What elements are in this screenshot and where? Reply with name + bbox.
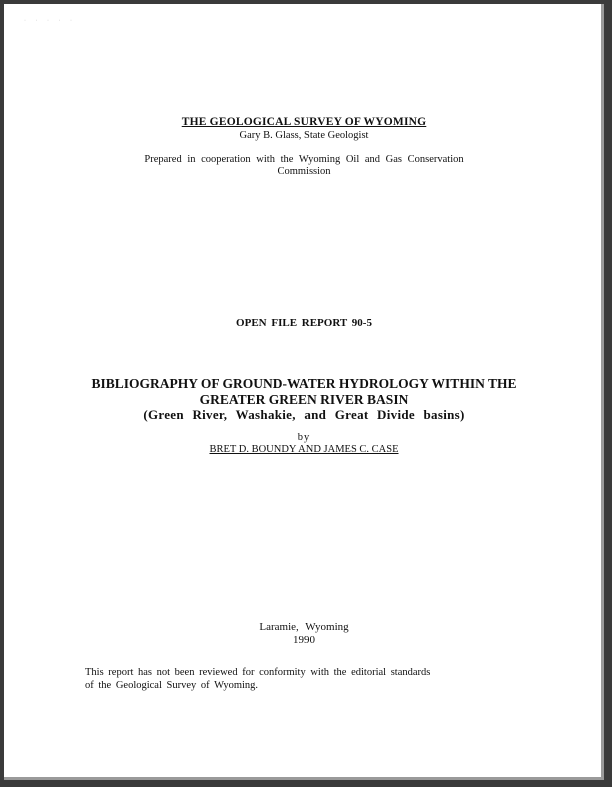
cooperation-line-1: Prepared in cooperation with the Wyoming Oil and Gas Conservation <box>144 154 464 165</box>
state-geologist: Gary B. Glass, State Geologist <box>239 130 369 141</box>
organization-title: THE GEOLOGICAL SURVEY OF WYOMING <box>181 116 427 128</box>
authors: BRET D. BOUNDY AND JAMES C. CASE <box>209 444 399 455</box>
document-title-line-2: GREATER GREEN RIVER BASIN <box>199 392 409 407</box>
publication-city: Laramie, Wyoming <box>259 621 349 633</box>
cooperation-line-2: Commission <box>277 166 331 177</box>
publication-year: 1990 <box>293 634 315 646</box>
disclaimer-line-2: of the Geological Survey of Wyoming. <box>85 680 259 691</box>
document-title-line-1: BIBLIOGRAPHY OF GROUND-WATER HYDROLOGY WITHIN THE <box>91 376 517 391</box>
document-subtitle: (Green River, Washakie, and Great Divide basins) <box>143 407 465 422</box>
report-number: OPEN FILE REPORT 90-5 <box>236 317 372 329</box>
by-label: by <box>297 432 311 443</box>
scan-artifact: · · · · · <box>24 18 76 24</box>
disclaimer-line-1: This report has not been reviewed for conformity with the editorial standards <box>85 667 431 678</box>
disclaimer-text <box>85 666 525 692</box>
document-page <box>4 4 604 780</box>
